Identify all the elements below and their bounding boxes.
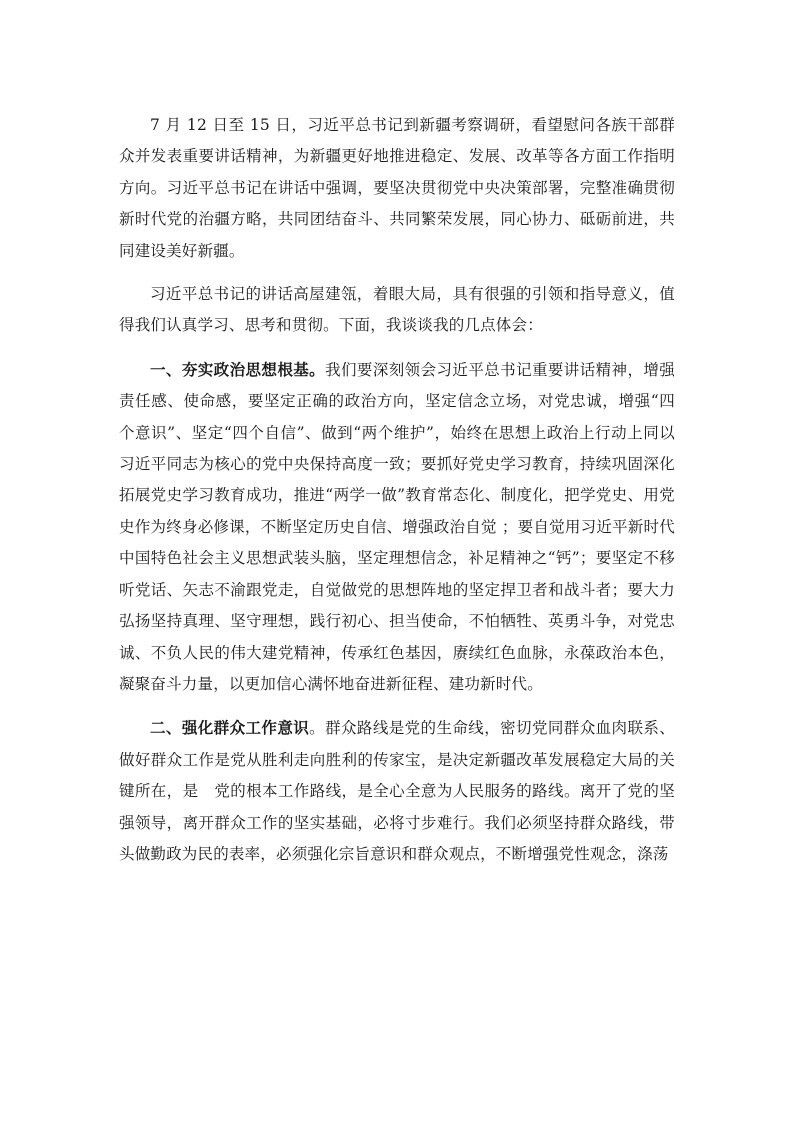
paragraph-point-one — [119, 354, 675, 700]
section-heading-two: 二、强化群众工作意识 — [150, 718, 310, 738]
paragraph-summary-text: 习近平总书记的讲话高屋建瓴，着眼大局，具有很强的引领和指导意义，值得我们认真学习、思考和贯彻。下面，我谈谈我的几点体会： — [119, 285, 675, 335]
paragraph-point-two — [119, 712, 675, 870]
paragraph-intro-text: 7 月 12 日至 15 日，习近平总书记到新疆考察调研，看望慰问各族干部群众并发表重要讲话精神，为新疆更好地推进稳定、发展、改革等各方面工作指明方向。习近平总书记在讲话中强调，要坚决贯彻党中央决策部署，完整准确贯彻新时代党的治疆方略，共同团结奋斗、共同繁荣发展，同心协力、砥砺前进，共同建设美好新疆。 — [119, 116, 675, 260]
document-body — [119, 110, 675, 882]
paragraph-intro — [119, 110, 675, 267]
paragraph-point-two-text: 。群众路线是党的生命线，密切党同群众血肉联系、做好群众工作是党从胜利走向胜利的传家宝，是决定新疆改革发展稳定大局的关键所在，是 党的根本工作路线，是全心全意为人民服务的路线。离开了党的坚强领导，离开群众工作的坚实基础，必将寸步难行。我们必须坚持群众路线，带头做勤政为民的表率，必须强化宗旨意识和群众观点，不断增强党性观念，涤荡 — [119, 719, 675, 863]
section-heading-one: 一、夯实政治思想根基。 — [150, 359, 326, 379]
paragraph-summary — [119, 279, 675, 342]
paragraph-point-one-text: 我们要深刻领会习近平总书记重要讲话精神，增强责任感、使命感，要坚定正确的政治方向，坚定信念立场，对党忠诚，增强“四个意识”、坚定“四个自信”、做到“两个维护”，始终在思想上政治上行动上同以习近平同志为核心的党中央保持高度一致；要抓好党史学习教育，持续巩固深化拓展党史学习教育成功，推进“两学一做”教育常态化、制度化，把学党史、用党史作为终身必修课，不断坚定历史自信、增强政治自觉 ；要自觉用习近平新时代中国特色社会主义思想武装头脑，坚定理想信念，补足精神之“钙”；要坚定不移听党话、矢志不渝跟党走，自觉做党的思想阵地的坚定捍卫者和战斗者；要大力弘扬坚持真理、坚守理想，践行初心、担当使命，不怕牺牲、英勇斗争，对党忠诚、不负人民的伟大建党精神，传承红色基因，赓续红色血脉，永葆政治本色，凝聚奋斗力量，以更加信心满怀地奋进新征程、建功新时代。 — [119, 360, 676, 693]
